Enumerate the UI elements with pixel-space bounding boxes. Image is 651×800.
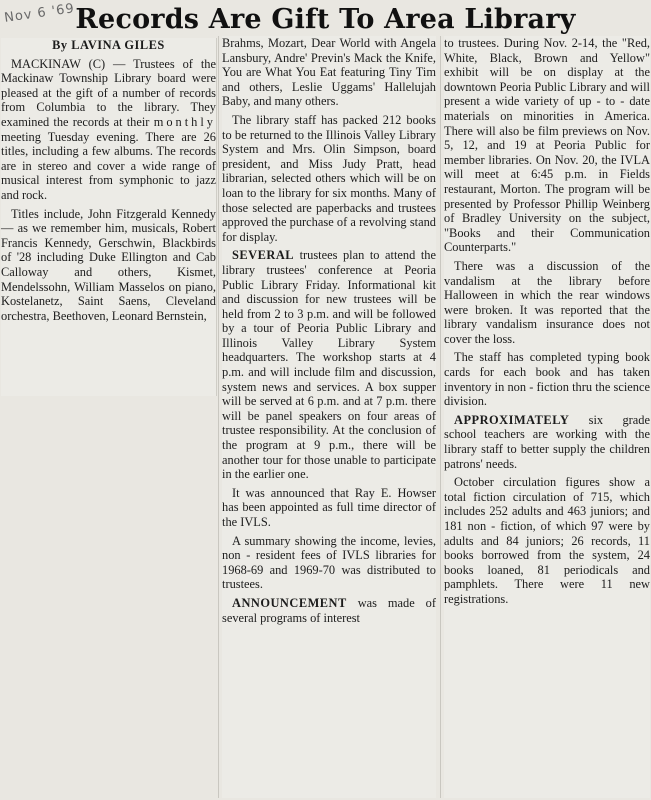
paragraph: It was announced that Ray E. Howser has been appointed as full time director of the IVLS.	[222, 485, 436, 529]
paragraph: APPROXIMATELY six grade school teachers are working with the library staff to better supply the children patrons' needs.	[444, 412, 650, 471]
paragraph: There was a discussion of the vandalism at the library before Halloween in which the rear windows were broken. It was reported that the library vandalism insurance does not cover the loss.	[444, 258, 650, 346]
paragraph: Brahms, Mozart, Dear World with Angela Lansbury, Andre' Previn's Mack the Knife, You are What You Eat featuring Tiny Tim and others, Leslie Uggams' Hallelujah Baby, and many others.	[222, 36, 436, 109]
column-3	[444, 36, 650, 798]
column-1	[1, 38, 217, 396]
paragraph: ANNOUNCEMENT was made of several programs of interest	[222, 595, 436, 625]
handwritten-date-note: Nov 6 '69	[3, 1, 76, 26]
headline: Records Are Gift To Area Library	[75, 4, 576, 35]
paragraph: Titles include, John Fitzgerald Kennedy — as we remember him, musicals, Robert Francis Kennedy, Gerschwin, Blackbirds of '28 including Duke Ellington and Cab Calloway and others, Kismet, Mendelssohn, William Masselos on piano, Kostelanetz, Saint Saens, Cleveland orchestra, Beethoven, Leonard Bernstein,	[1, 206, 216, 323]
paragraph: The library staff has packed 212 books to be returned to the Illinois Valley Library System and Mrs. Olin Simpson, board president, and Miss Judy Pratt, head librarian, selected others which will be on loan to the library for six months. Many of those selected are paperbacks and trustees approved the purchase of a revolving stand for display.	[222, 112, 436, 244]
column-divider	[440, 36, 441, 798]
column-2	[222, 36, 436, 798]
paragraph: October circulation figures show a total fiction circulation of 715, which includes 252 adults and 463 juniors; and 181 non - fiction, of which 97 were by adults and 84 juniors; 26 records, 11 books borrowed from the system, 24 books loaned, 81 periodicals and pamphlets. There were 11 new registrations.	[444, 475, 650, 606]
paragraph: The staff has completed typing book cards for each book and has taken inventory in non - fiction thru the science division.	[444, 350, 650, 409]
paragraph: to trustees. During Nov. 2-14, the "Red, White, Black, Brown and Yellow" exhibit will be on display at the downtown Peoria Public Library and will present a wide variety of up - to - date materials on minorities in America. There will also be film previews on Nov. 5, 12, and 19 at Peoria Public for member libraries. On Nov. 20, the IVLA will meet at 6:45 p.m. in Fields restaurant, Morton. The program will be presented by Professor Phillip Weinberg of Bradley University on the subject, "Books and their Communication Counterparts."	[444, 36, 650, 255]
paragraph: MACKINAW (C) — Trustees of the Mackinaw Township Library board were pleased at the gift of a number of records from Columbia to the library. They examined the records at their monthly meeting Tuesday evening. There are 26 titles, including a few albums. The records are in stereo and cover a wide range of musical interest from symphonic to jazz and rock.	[1, 56, 216, 202]
column-divider	[218, 36, 219, 798]
byline: By LAVINA GILES	[52, 38, 165, 52]
paragraph: A summary showing the income, levies, non - resident fees of IVLS libraries for 1968-69 and 1969-70 was distributed to trustees.	[222, 533, 436, 592]
paragraph: SEVERAL trustees plan to attend the library trustees' conference at Peoria Public Library Friday. Informational kit and discussion for new trustees will be held from 2 to 3 p.m. and will be followed by a tour of Peoria Public Library and Illinois Valley Library System headquarters. The workshop starts at 4 p.m. and will include film and discussion, system news and services. A box supper will be served at 6 p.m. and at 7 p.m. there will be panel speakers on four areas of trustee responsibility. At the conclusion of the program at 9 p.m., there will be another tour for those unable to participate in the earlier one.	[222, 248, 436, 482]
